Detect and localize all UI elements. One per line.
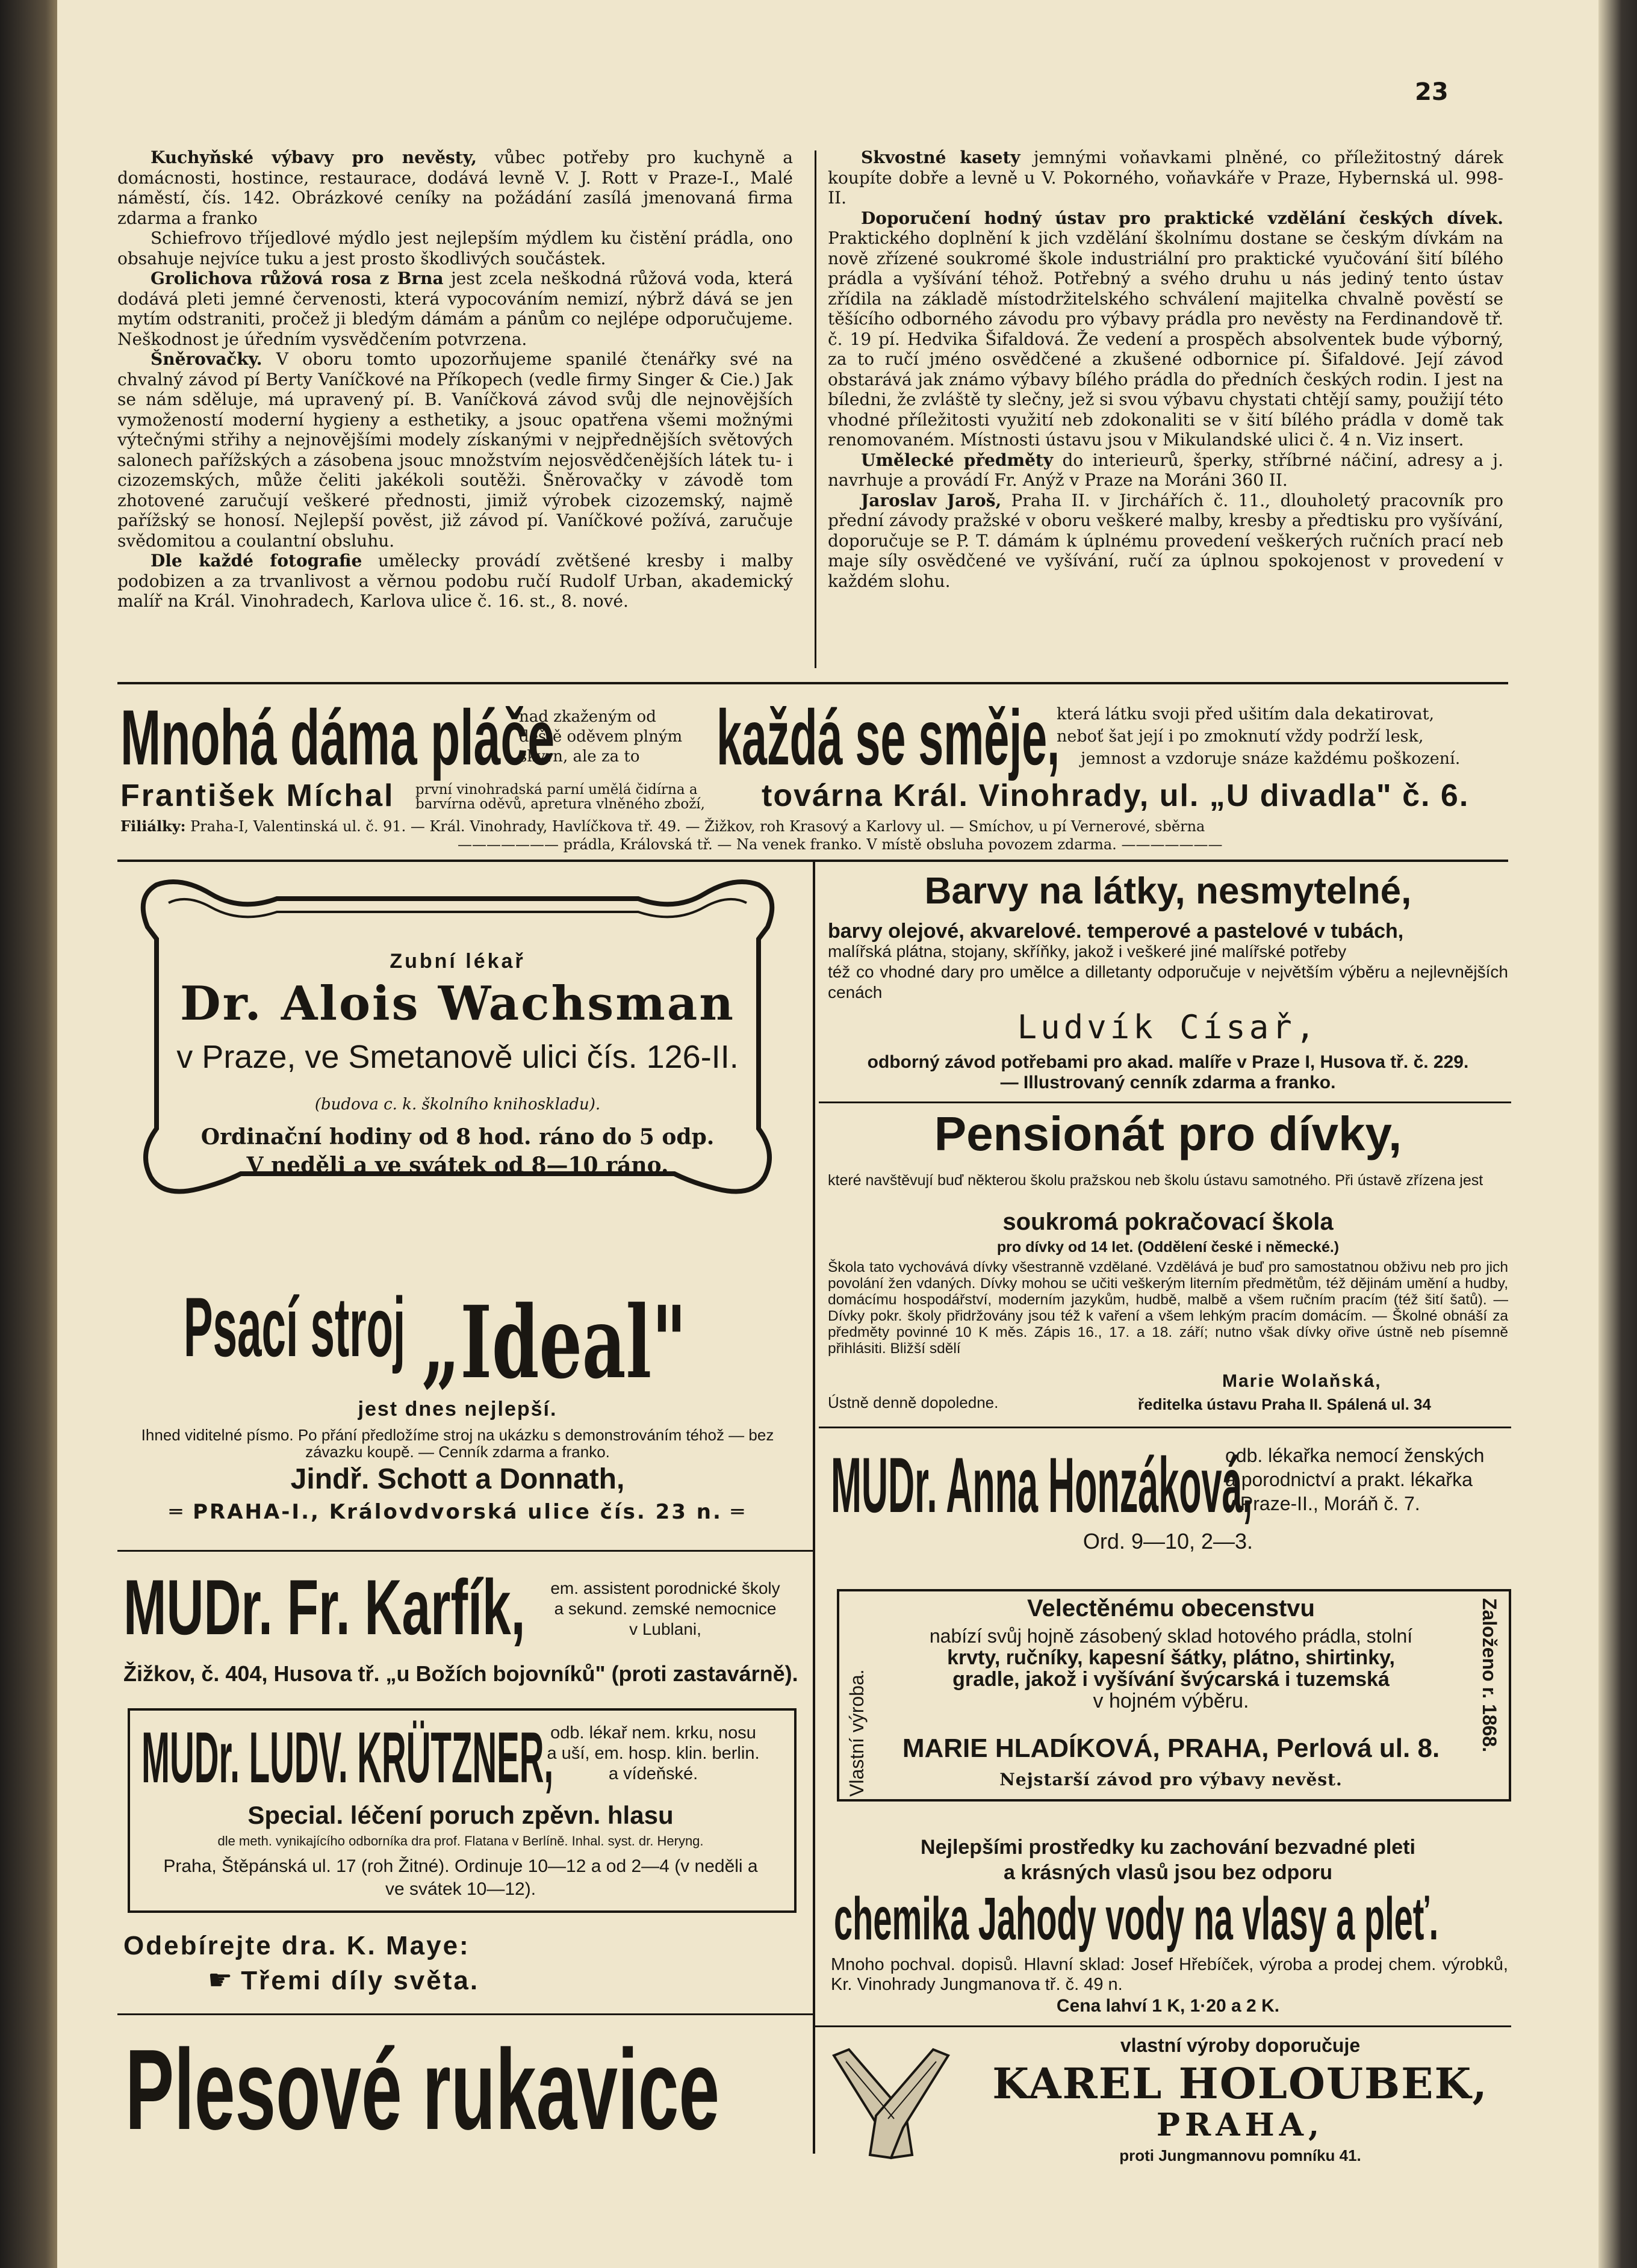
maye-line2-row: [208, 1963, 479, 1996]
column-divider: [815, 150, 816, 668]
article-anyz: Umělecké předměty do interieurů, šperky, stříbrné náčiní, adresy a j. navrhuje a provádí Fr. Anýž v Praze na Moráni 360 II.: [828, 450, 1504, 490]
ideal-rule: [117, 1550, 813, 1552]
ideal-subtitle: jest dnes nejlepší.: [358, 1398, 558, 1421]
hladikova-name: MARIE HLADÍKOVÁ, PRAHA, Perlová ul. 8.: [902, 1734, 1440, 1763]
michal-headline-left: Mnohá dáma pláče: [120, 693, 555, 781]
cisar-name: Ludvík Císař,: [1017, 1008, 1319, 1046]
article-snerovacky: Šněrovačky. V oboru tomto upozorňujeme spanilé čtenářky své na chvalný závod pí Berty Vaníčkové na Příkopech (vedle firmy Singer & Cie.) Jak se nám sděluje, má upravený pí. B. Vaníčková závod svůj dle nejnovějších vymožeností moderní hygieny a esthetiky, a jsouc opatřena všemi možnými výtečnými střihy a nejnovějšími modely získanými v nejpřednějších světových salonech pařížských a zásobena jsouc množstvím nejosvědčenějších látek tu- i cizozemských, může čeliti jakékoli soutěži. Šněrovačky v závodě tom zhotovené zaručují veškeré přednosti, jimiž výrobek cizozemský, najmě pařížský se honosí. Nejlepší pověst, již závod pí. Vaníčkové požívá, zaručuje svědomitou a coulantní obsluhu.: [117, 349, 793, 551]
pension-school-sub: pro dívky od 14 let. (Oddělení české i německé.): [996, 1239, 1340, 1256]
article-schiefr: Schiefrovo tříjedlové mýdlo jest nejlepším mýdlem ku čistění prádla, ono obsahuje nejvíce tuku a jest prosto škodlivých součástek.: [117, 228, 793, 268]
wachsman-name: Dr. Alois Wachsman: [179, 976, 736, 1031]
pension-signature: Marie Wolaňská,: [1222, 1371, 1382, 1391]
jahoda-body: Mnoho pochval. dopisů. Hlavní sklad: Josef Hřebíček, výroba a prodej chem. výrobků, Kr. Vinohrady Jungmanova tř. č. 49 n.: [831, 1955, 1508, 1994]
wachsman-sunday: V neděli a ve svátek od 8—10 ráno.: [246, 1153, 669, 1178]
wachsman-address: v Praze, ve Smetanově ulici čís. 126-II.: [176, 1039, 739, 1075]
wachsman-note: (budova c. k. školního knihoskladu).: [314, 1095, 601, 1114]
karfik-name: MUDr. Fr. Karfík,: [123, 1563, 526, 1651]
honzakova-hours: Ord. 9—10, 2—3.: [1083, 1529, 1253, 1554]
krutzner-address: Praha, Štěpánská ul. 17 (roh Žitné). Ordinuje 10—12 a od 2—4 (v neděli a ve svátek 10—12).: [163, 1856, 758, 1899]
ideal-headline-left: Psací stroj: [184, 1280, 406, 1374]
jahoda-headline: chemika Jahody vody na vlasy a pleť.: [834, 1885, 1439, 1953]
holoubek-name: KAREL HOLOUBEK,: [992, 2059, 1488, 2108]
pension-intro: které navštěvují buď některou školu pražskou neb školu ústavu samotného. Při ústavě zřízena jest: [828, 1172, 1483, 1189]
article-jaros: Jaroslav Jaroš, Praha II. v Jirchářích č. 11., dlouholetý pracovník pro přední závody pražské v oboru veškeré malby, kresby a předtisku pro vyšívání, doporučuje se P. T. dámám k úplnému provedení veškerých ručních prací neb maje síly osvědčené ve vyšívání, ručí za úplnou spokojenost v provedení v každém slohu.: [828, 490, 1503, 591]
divider-rule-3: [117, 2013, 813, 2015]
ideal-text: Ihned viditelné písmo. Po přání předložíme stroj na ukázku s demonstrováním téhož — bez závazku koupě. — Cenník zdarma a franko.: [141, 1426, 774, 1461]
hladikova-footer: Nejstarší závod pro výbavy nevěst.: [999, 1770, 1343, 1789]
karfik-address: Žižkov, č. 404, Husova tř. „u Božích bojovníků" (proti zastavárně).: [123, 1661, 798, 1686]
hladikova-text: nabízí svůj hojně zásobený sklad hotového prádla, stolní krvty, ručníky, kapesní šátky, plátno, shirtinky, gradle, jakož i vyšívání švýcarská i tuzemská v hojném výběru.: [929, 1625, 1413, 1712]
michal-company-desc: první vinohradská parní umělá čidírna a barvírna oděvů, apretura vlněného zboží,: [415, 782, 705, 812]
article-fotografie: Dle každé fotografie umělecky provádí zvětšené kresby i malby podobizen a za trvanlivost a věrnou podobu ručí Rudolf Urban, akademický malíř na Král. Vinohradech, Karlova ulice č. 16. st., 8. nové.: [117, 551, 793, 611]
hladikova-title: Velectěnému obecenstvu: [1027, 1595, 1315, 1622]
jahoda-price: Cena lahví 1 K, 1·20 a 2 K.: [1056, 1996, 1280, 2016]
krutzner-method: dle meth. vynikajícího odborníka dra prof. Flatana v Berlíně. Inhal. syst. dr. Heryng.: [217, 1833, 704, 1848]
article-ustav: Doporučení hodný ústav pro praktické vzdělání českých dívek. Praktického doplnění k jich vzdělání školnímu dostane se českým dívkám na nově zřízené soukromé škole industriální pro praktické vyučování šití bílého prádla a vyšívání téhož. Potřebný a svého druhu u nás jediný tento ústav zřídila na základě místodržitelského schválení majitelka chvalně pověstí se těšícího odborného závodu pro výbavy prádla pro nevěsty na Ferdinandově tř. č. 19 pí. Hedvika Šifaldová. Že vedení a prospěch absolventek bude výborný, za to ručí jméno osvědčené a zkušené odbornice pí. Šifaldové. Její závod obstarává jak známo výbavy bílého prádla do předních českých rodin. I jest na bíledni, že zvláště ty slečny, jež si svou výbavu chystati chtějí samy, použijí této vhodné příležitosti využití neb zdokonaliti se v šití bílého prádla v domě tak renomovaném. Místnosti ústavu jsou v Mikulandské ulici č. 4 n. Viz insert.: [828, 208, 1503, 450]
divider-rule: [117, 682, 1508, 684]
ideal-headline-right: „Ideal": [421, 1284, 687, 1401]
pension-school: soukromá pokračovací škola: [1002, 1209, 1334, 1235]
michal-middle-text: nad zkaženým od deště oděvem plným skvrn, ale za to: [519, 708, 683, 766]
page-number: 23: [1415, 78, 1449, 106]
krutzner-special: Special. léčení poruch zpěvn. hlasu: [247, 1801, 674, 1829]
hladikova-side-left: Vlastní výroba.: [846, 1669, 868, 1797]
pointing-hand-icon: ☛: [208, 1963, 233, 1996]
cisar-headline: Barvy na látky, nesmytelné,: [924, 870, 1412, 912]
holoubek-headline: Plesové rukavice: [125, 2026, 719, 2154]
holoubek-intro: vlastní výroby doporučuje: [1120, 2034, 1361, 2056]
book-binding: [0, 0, 57, 2268]
michal-factory: továrna Král. Vinohrady, ul. „U divadla" č. 6.: [762, 778, 1470, 813]
article-kuchynske: Kuchyňské výbavy pro nevěsty, vůbec potřeby pro kuchyně a domácnosti, hostince, restaurace, dodává levně V. J. Rott v Praze-I., Malé náměstí, čís. 142. Obrázkové ceníky na požádání zasílá jmenovaná firma zdarma a franko: [117, 147, 793, 228]
pension-signature-role: ředitelka ústavu Praha II. Spálená ul. 34: [1138, 1395, 1431, 1413]
pension-headline: Pensionát pro dívky,: [934, 1107, 1402, 1160]
cisar-rule: [819, 1101, 1511, 1103]
krutzner-desc: odb. lékař nem. krku, nosu a uší, em. hosp. klin. berlin. a vídeňské.: [547, 1723, 760, 1783]
karfik-desc: em. assistent porodnické školy a sekund. zemské nemocnice v Lublani,: [550, 1579, 780, 1638]
gloves-icon: [822, 2043, 960, 2164]
michal-right-text: která látku svoji před ušitím dala dekatirovat, neboť šat její i po zmoknutí vždy podrží lesk, jemnost a vzdoruje snáze každému poškození.: [1057, 705, 1461, 768]
holoubek-address: proti Jungmannovu pomníku 41.: [1119, 2146, 1361, 2164]
wachsman-title: Zubní lékař: [390, 950, 526, 973]
ideal-address: PRAHA-I., Královdvorská ulice čís. 23 n.: [193, 1500, 722, 1524]
ideal-company: Jindř. Schott a Donnath,: [290, 1463, 625, 1495]
maye-line2: Třemi díly světa.: [241, 1966, 480, 1995]
cisar-text: barvy olejové, akvarelové. temperové a pastelové v tubách, malířská plátna, stojany, skříňky, jakož i veškeré jiné malířské potřeby též co vhodné dary pro umělce a dilletanty odporučuje v největším výběru a nejlevnějších cenách: [828, 920, 1508, 1002]
pension-rule: [819, 1427, 1511, 1428]
right-column: [828, 147, 1503, 591]
pension-hours-note: Ústně denně dopoledne.: [828, 1393, 999, 1411]
jahoda-intro1: Nejlepšími prostředky ku zachování bezvadné pleti: [921, 1836, 1415, 1859]
michal-company: František Míchal: [120, 778, 395, 813]
hladikova-side-right: Založeno r. 1868.: [1479, 1598, 1500, 1753]
wachsman-hours: Ordinační hodiny od 8 hod. ráno do 5 odp.: [200, 1124, 715, 1150]
jahoda-intro2: a krásných vlasů jsou bez odporu: [1003, 1861, 1333, 1884]
honzakova-name: MUDr. Anna Honzáková,: [831, 1441, 1253, 1529]
krutzner-name: MUDr. LUDV. KRÜTZNER,: [141, 1717, 554, 1798]
maye-line1: Odebírejte dra. K. Maye:: [123, 1931, 470, 1960]
ideal-address-row: ═ PRAHA-I., Královdvorská ulice čís. 23 n. ═: [169, 1500, 746, 1524]
michal-headline-right: každá se směje,: [716, 693, 1060, 781]
honzakova-desc: odb. lékařka nemocí ženských a porodnictví a prakt. lékařka v Praze-II., Moráň č. 7.: [1225, 1445, 1485, 1514]
article-grolich: Grolichova růžová rosa z Brna jest zcela neškodná růžová voda, která dodává pleti jemné červenosti, která vypocováním nemizí, nýbrž dává se jen mytím odstraniti, pročež ji bledým dámám a pánům co nejlépe odporučujeme. Neškodnost je úředním vysvědčením potvrzena.: [117, 268, 793, 349]
article-kasety: Skvostné kasety jemnými voňavkami plněné, co příležitostný dárek koupíte dobře a levně u V. Pokorného, voňavkáře v Praze, Hybernská ul. 998-II.: [828, 147, 1504, 208]
michal-branches: Filiálky: Praha-I, Valentinská ul. č. 91. — Král. Vinohrady, Havlíčkova tř. 49. — Žižkov, roh Krasový a Karlovy ul. — Smíchov, u pí Vernerové, sběrna ——————— prádla, Královská tř. — Na venek franko. V místě obsluha povozem zdarma. ———————: [120, 817, 1223, 853]
left-column: [117, 147, 793, 612]
pension-body: Škola tato vychovává dívky všestranně vzdělané. Vzdělává je buď pro samostatnou obživu neb pro jich povolání žen vdaných. Dívky mohou se učiti veškerým literním předmětům, též dějinám umění a hudby, domácímu hospodářství, moderním jazykům, hudbě, malbě a všem ručním pracím (též šití šatů). — Dívky pokr. školy přidržovány jsou též k vaření a všem lehkým pracím domácím. — Školné obnáší za předměty povinné 10 K měs. Zápis 16., 17. a 18. září; nutno však dívky ořive ústně neb písemně přihlásiti. Bližší sdělí: [828, 1259, 1508, 1357]
holoubek-city: PRAHA,: [1156, 2107, 1325, 2143]
ad-column-divider: [813, 860, 815, 2154]
cisar-footer: odborný závod potřebami pro akad. malíře v Praze I, Husova tř. č. 229. — Illustrovaný cenník zdarma a franko.: [867, 1052, 1469, 1092]
